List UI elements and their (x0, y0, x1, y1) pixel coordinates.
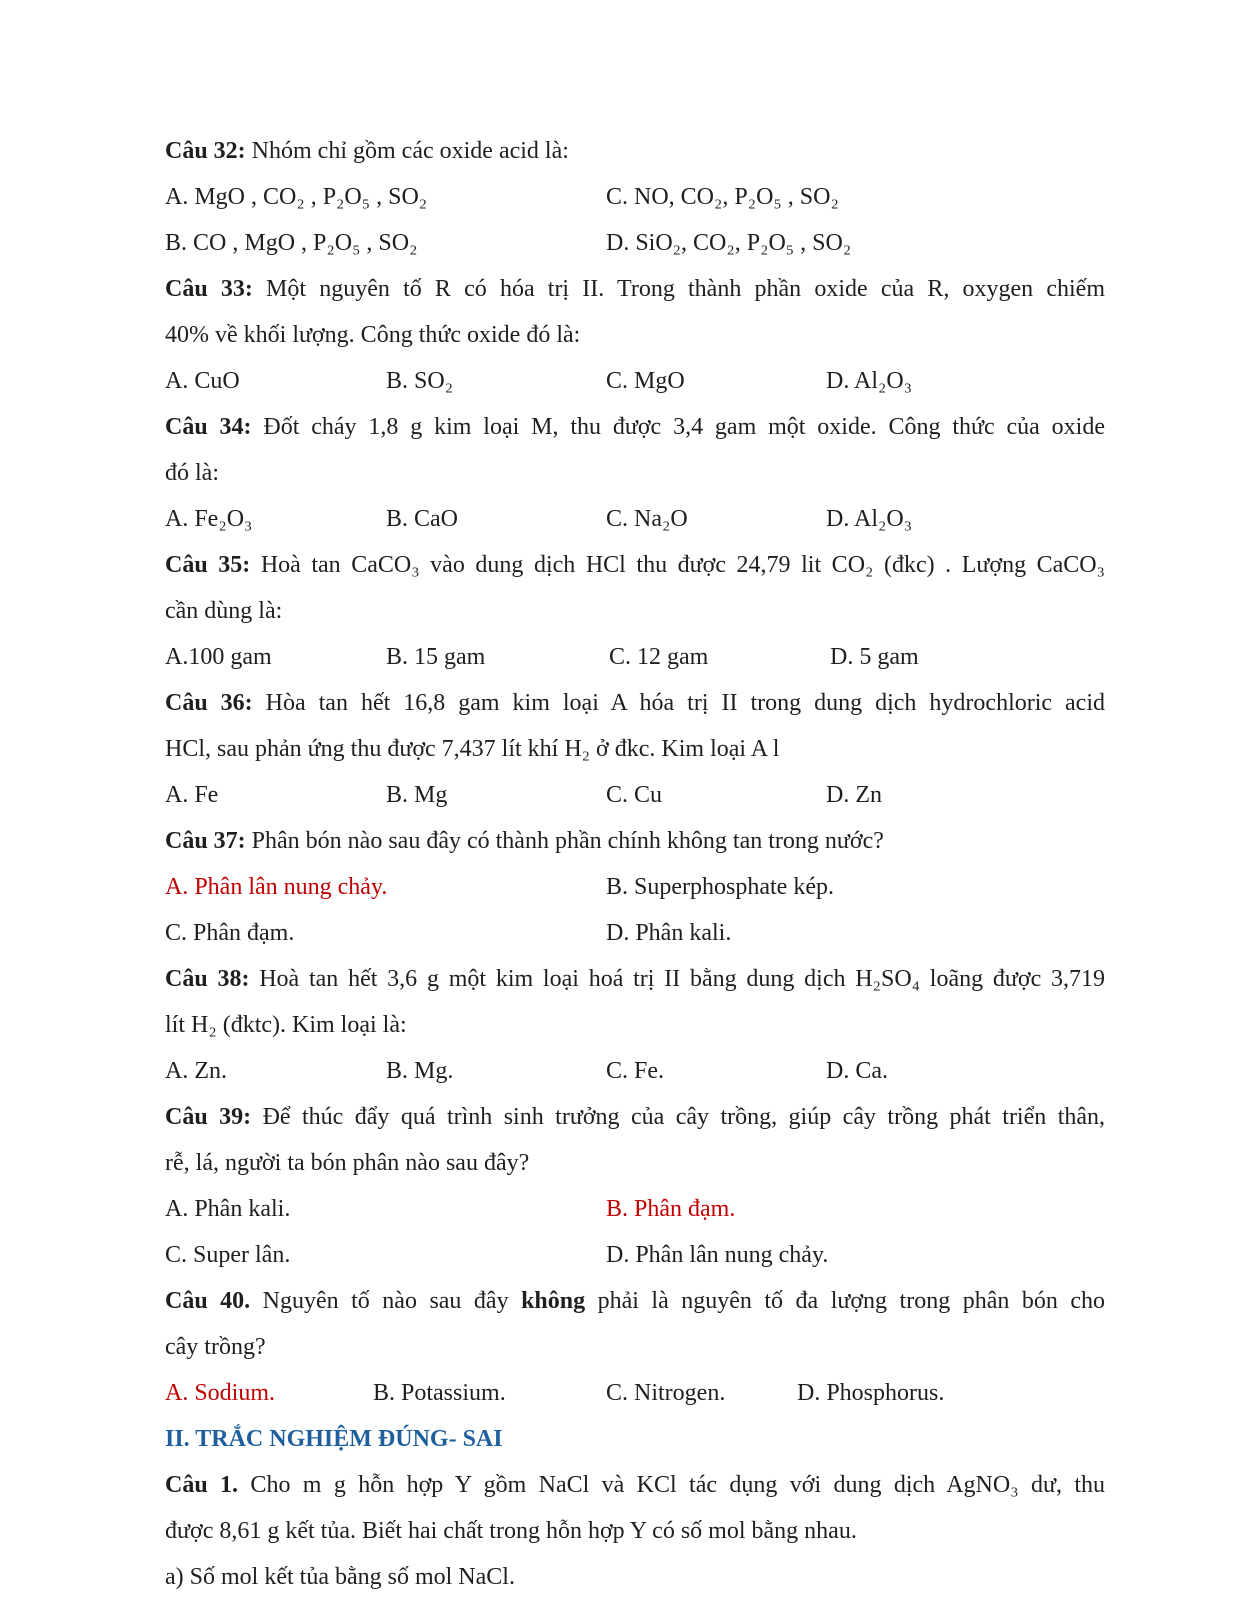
question-40-option-d: D. Phosphorus. (797, 1380, 945, 1406)
question-40-label: Câu 40. (165, 1288, 251, 1314)
question-36-text-1: Hòa tan hết 16,8 gam kim loại A hóa trị II trong dung dịch hydrochloric acid (252, 690, 1105, 716)
question-33-option-d: D. Al₂O₃ (826, 368, 913, 394)
question-40-text-1a: Nguyên tố nào sau đây (250, 1288, 522, 1314)
question-39-option-a: A. Phân kali. (165, 1196, 291, 1222)
question-32-option-c: C. NO, CO₂, P₂O₅ , SO₂ (606, 184, 839, 210)
question-40-option-a-correct: A. Sodium. (165, 1380, 276, 1406)
question-37-option-b: B. Superphosphate kép. (606, 874, 834, 900)
question-34-option-b: B. CaO (386, 506, 458, 532)
question-33-stem-line-2: 40% về khối lượng. Công thức oxide đó là: (165, 322, 581, 348)
question-38-option-c: C. Fe. (606, 1058, 665, 1084)
question-38-option-a: A. Zn. (165, 1058, 227, 1084)
question-40-text-1b: phải là nguyên tố đa lượng trong phân bón cho (585, 1288, 1105, 1314)
question-36-label: Câu 36: (165, 690, 253, 716)
question-39-stem-line-1 (165, 1094, 1105, 1140)
question-33-option-a: A. CuO (165, 368, 240, 394)
question-39-option-c: C. Super lân. (165, 1242, 291, 1268)
section-2-question-1-stem-line-2: được 8,61 g kết tủa. Biết hai chất trong hỗn hợp Y có số mol bằng nhau. (165, 1518, 857, 1544)
question-32-options-row-2 (165, 220, 1105, 266)
section-2-question-1-stem-line-1 (165, 1462, 1105, 1508)
question-34-text-1: Đốt cháy 1,8 g kim loại M, thu được 3,4 gam một oxide. Công thức của oxide (251, 414, 1105, 440)
question-39-options-row-1 (165, 1186, 1105, 1232)
question-34-stem-line-2: đó là: (165, 460, 219, 486)
question-39-text-1: Để thúc đẩy quá trình sinh trưởng của cây trồng, giúp cây trồng phát triển thân, (251, 1104, 1105, 1130)
question-36-options (165, 772, 1105, 818)
question-39-label: Câu 39: (165, 1104, 252, 1130)
question-34-label: Câu 34: (165, 414, 252, 440)
question-35-option-c: C. 12 gam (609, 644, 709, 670)
question-38-stem-line-2: lít H₂ (đktc). Kim loại là: (165, 1012, 407, 1038)
question-36-option-b: B. Mg (386, 782, 448, 808)
question-39-option-d: D. Phân lân nung chảy. (606, 1242, 829, 1268)
section-2-question-1-text-1: Cho m g hỗn hợp Y gồm NaCl và KCl tác dụng với dung dịch AgNO₃ dư, thu (238, 1472, 1105, 1498)
question-36-option-a: A. Fe (165, 782, 219, 808)
question-38-label: Câu 38: (165, 966, 250, 992)
question-40-option-c: C. Nitrogen. (606, 1380, 726, 1406)
question-32-stem (165, 128, 1105, 174)
question-40-stem-line-1 (165, 1278, 1105, 1324)
question-37-options-row-2 (165, 910, 1105, 956)
question-40-options (165, 1370, 1105, 1416)
question-33-option-c: C. MgO (606, 368, 685, 394)
question-38-options (165, 1048, 1105, 1094)
question-35-stem-line-2: cần dùng là: (165, 598, 283, 624)
question-39-stem-line-2: rễ, lá, người ta bón phân nào sau đây? (165, 1150, 530, 1176)
question-40-keyword: không (521, 1288, 586, 1314)
question-34-stem-line-1 (165, 404, 1105, 450)
question-40-option-b: B. Potassium. (373, 1380, 506, 1406)
question-36-stem-line-1 (165, 680, 1105, 726)
question-37-stem (165, 818, 1105, 864)
question-38-option-b: B. Mg. (386, 1058, 454, 1084)
question-33-label: Câu 33: (165, 276, 253, 302)
question-39-options-row-2 (165, 1232, 1105, 1278)
question-38-text-1: Hoà tan hết 3,6 g một kim loại hoá trị II bằng dung dịch H₂SO₄ loãng được 3,719 (249, 966, 1105, 992)
question-35-text-1: Hoà tan CaCO₃ vào dung dịch HCl thu được 24,79 lit CO₂ (đkc) . Lượng CaCO₃ (250, 552, 1105, 578)
question-34-option-a: A. Fe₂O₃ (165, 506, 253, 532)
question-32-option-d: D. SiO₂, CO₂, P₂O₅ , SO₂ (606, 230, 852, 256)
question-34-option-c: C. Na₂O (606, 506, 688, 532)
question-32-option-a: A. MgO , CO₂ , P₂O₅ , SO₂ (165, 184, 428, 210)
question-38-option-d: D. Ca. (826, 1058, 888, 1084)
question-34-options (165, 496, 1105, 542)
question-39-option-b-correct: B. Phân đạm. (606, 1196, 736, 1222)
question-38-stem-line-1 (165, 956, 1105, 1002)
question-35-option-a: A.100 gam (165, 644, 272, 670)
question-33-options (165, 358, 1105, 404)
section-2-heading: II. TRẮC NGHIỆM ĐÚNG- SAI (165, 1426, 503, 1452)
question-37-option-c: C. Phân đạm. (165, 920, 295, 946)
question-37-option-d: D. Phân kali. (606, 920, 732, 946)
document-page (165, 128, 1105, 1600)
question-37-text: Phân bón nào sau đây có thành phần chính không tan trong nước? (245, 828, 884, 854)
question-40-stem-line-2: cây trồng? (165, 1334, 266, 1360)
section-2-question-1-statement-a: a) Số mol kết tủa bằng số mol NaCl. (165, 1564, 515, 1590)
question-37-option-a-correct: A. Phân lân nung chảy. (165, 874, 388, 900)
question-36-option-d: D. Zn (826, 782, 882, 808)
question-37-options-row-1 (165, 864, 1105, 910)
question-36-stem-line-2: HCl, sau phản ứng thu được 7,437 lít khí H₂ ở đkc. Kim loại A l (165, 736, 780, 762)
question-35-stem-line-1 (165, 542, 1105, 588)
question-33-option-b: B. SO₂ (386, 368, 454, 394)
question-32-options-row-1 (165, 174, 1105, 220)
question-35-label: Câu 35: (165, 552, 251, 578)
section-2-question-1-label: Câu 1. (165, 1472, 239, 1498)
question-35-option-b: B. 15 gam (386, 644, 486, 670)
question-32-text: Nhóm chỉ gồm các oxide acid là: (245, 138, 569, 164)
question-37-label: Câu 37: (165, 828, 246, 854)
question-32-label: Câu 32: (165, 138, 246, 164)
question-34-option-d: D. Al₂O₃ (826, 506, 913, 532)
question-36-option-c: C. Cu (606, 782, 663, 808)
question-35-option-d: D. 5 gam (830, 644, 919, 670)
question-35-options (165, 634, 1105, 680)
question-33-stem-line-1 (165, 266, 1105, 312)
question-33-text-1: Một nguyên tố R có hóa trị II. Trong thành phần oxide của R, oxygen chiếm (252, 276, 1105, 302)
question-32-option-b: B. CO , MgO , P₂O₅ , SO₂ (165, 230, 418, 256)
